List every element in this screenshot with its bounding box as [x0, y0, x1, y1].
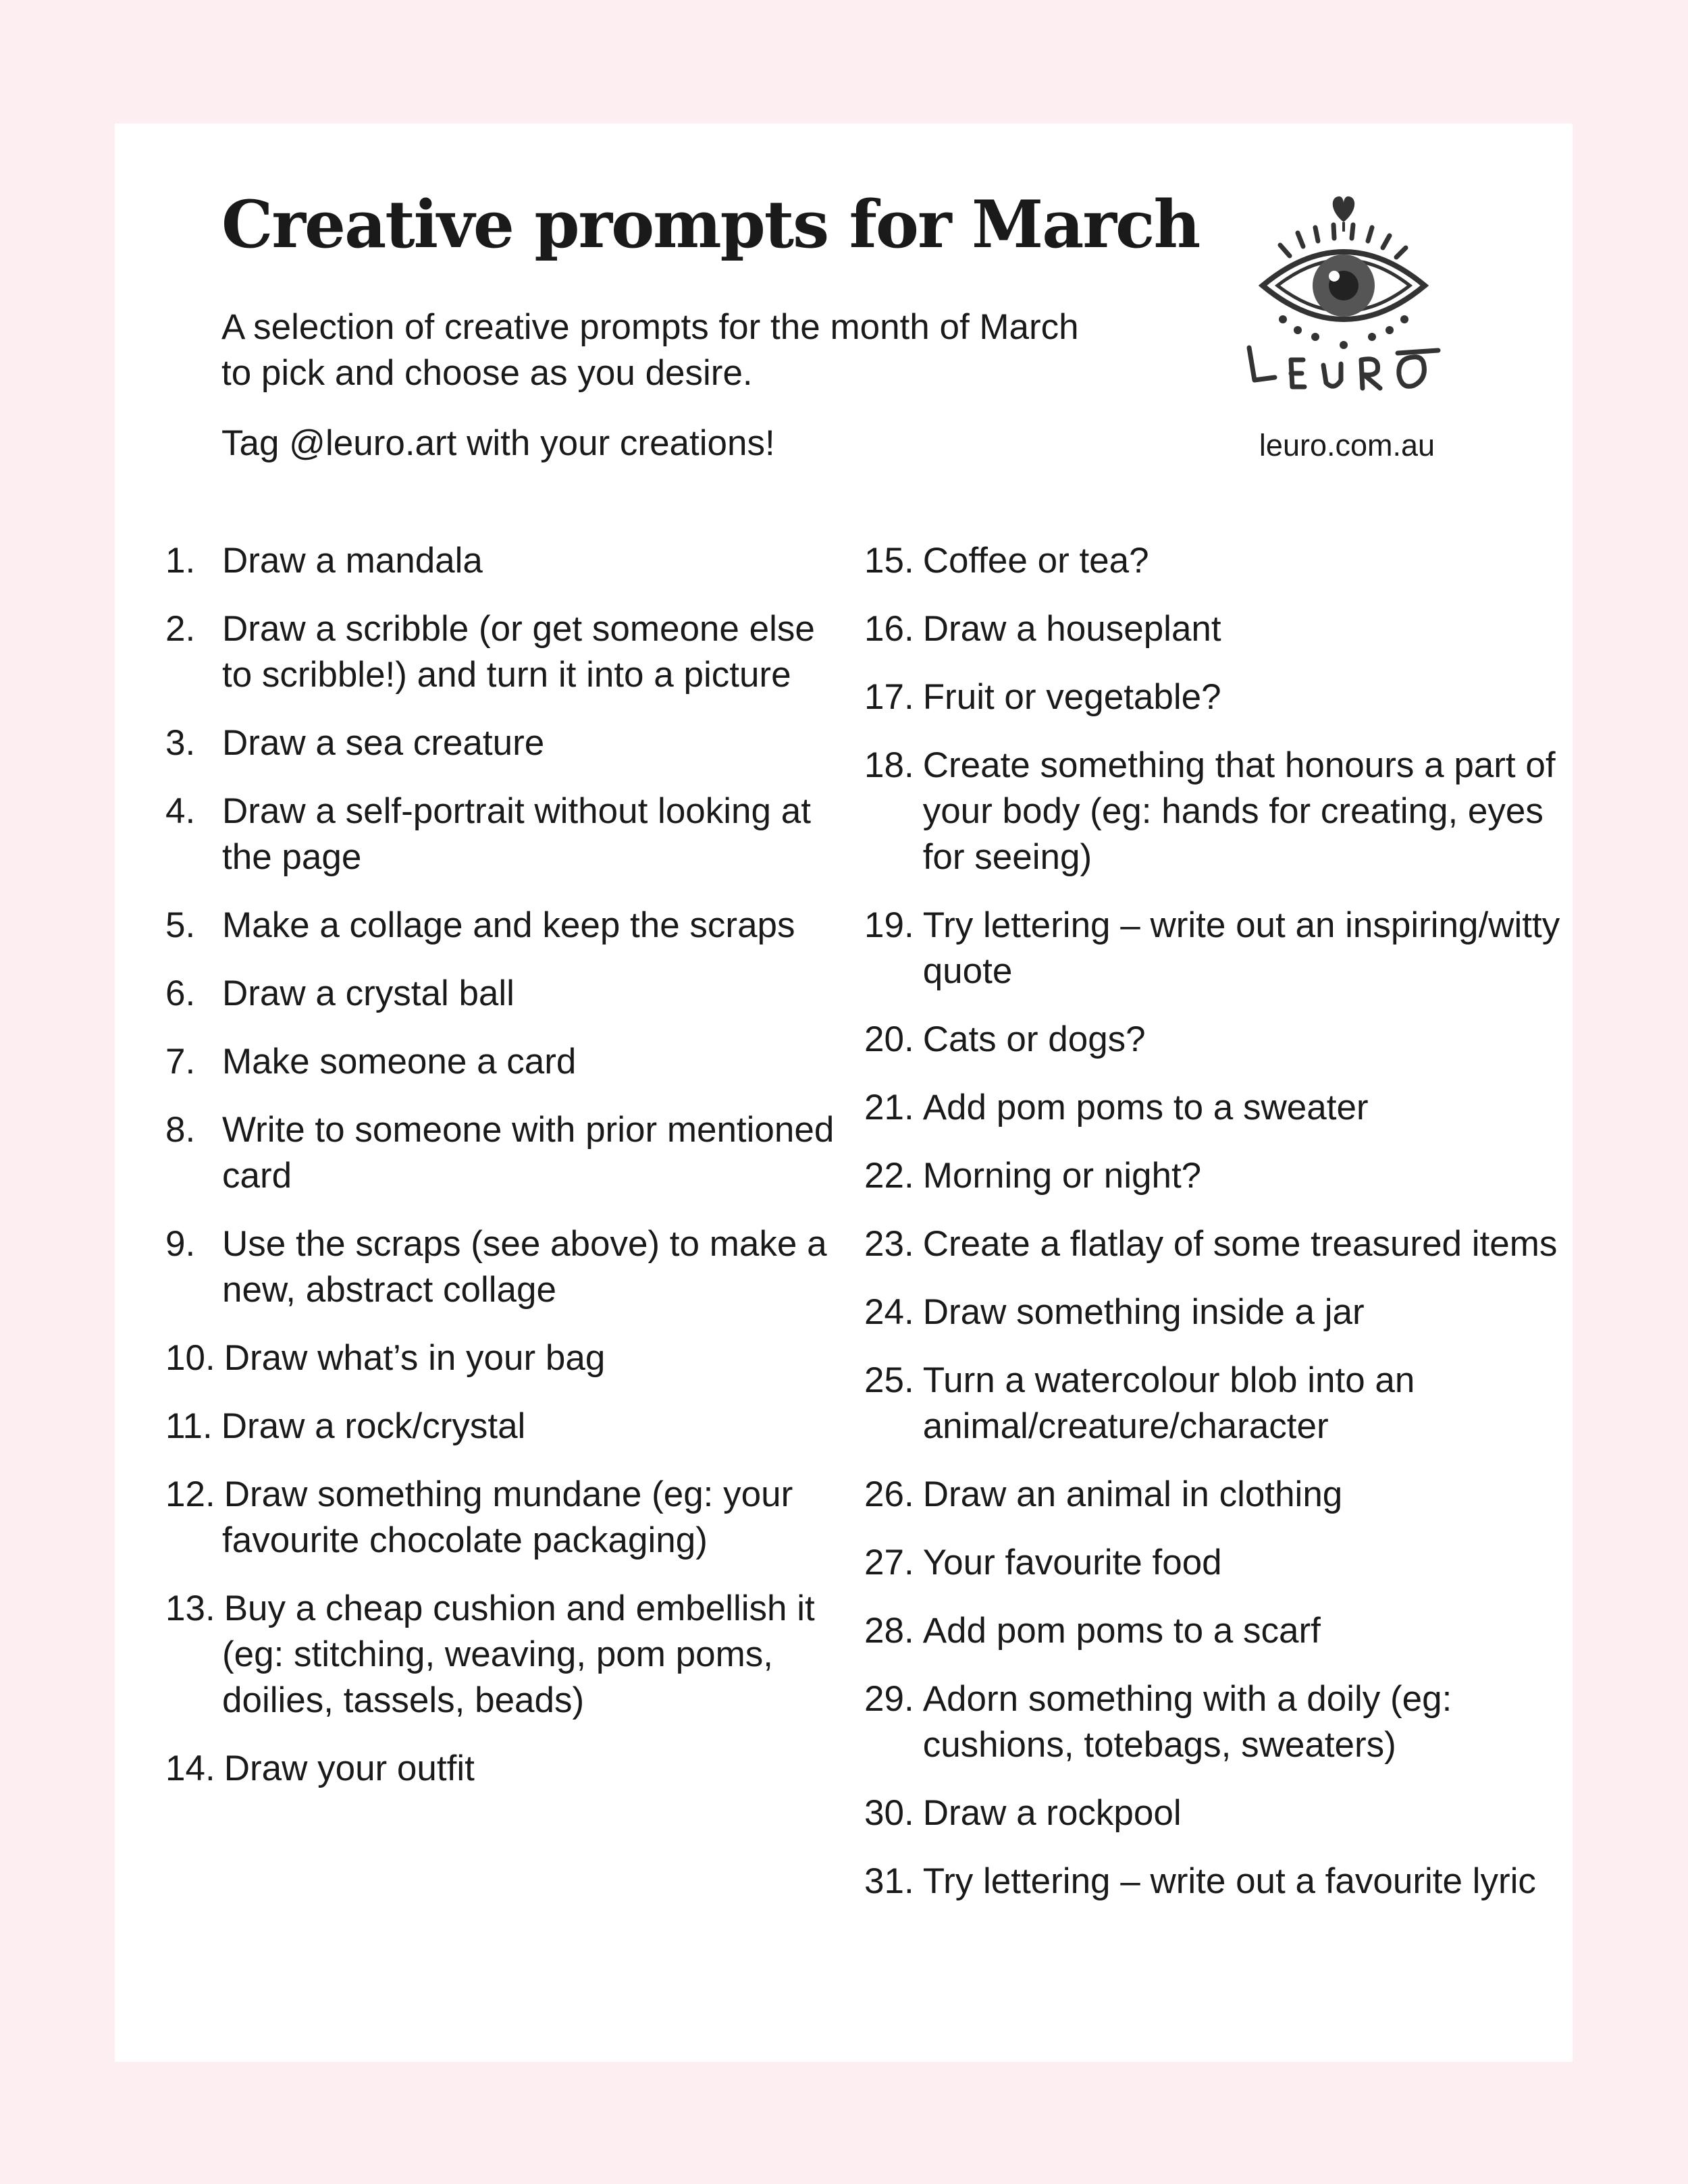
prompt-text: Buy a cheap cushion and embellish it (eg: stitching, weaving, pom poms, doilies, tassels, beads): [222, 1589, 815, 1720]
prompt-number: 22.: [864, 1156, 914, 1196]
prompt-number: 2.: [165, 609, 196, 649]
prompt-text: Use the scraps (see above) to make a new, abstract collage: [222, 1224, 827, 1310]
prompt-item: [165, 971, 841, 1017]
prompt-number: 9.: [165, 1224, 196, 1264]
prompt-text: Draw a rockpool: [922, 1793, 1182, 1833]
prompt-text: Draw something mundane (eg: your favourite chocolate packaging): [222, 1474, 793, 1560]
prompt-item: [165, 720, 841, 766]
prompt-item: [864, 1358, 1566, 1449]
prompt-item: [864, 1608, 1566, 1654]
prompt-item: [864, 1540, 1566, 1586]
prompt-list-left: [165, 538, 841, 1814]
prompt-text: Your favourite food: [922, 1543, 1222, 1582]
prompt-number: 3.: [165, 723, 196, 763]
prompt-text: Draw something inside a jar: [922, 1292, 1365, 1332]
prompt-item: [864, 606, 1566, 652]
prompt-number: 6.: [165, 974, 196, 1013]
prompt-text: Fruit or vegetable?: [922, 677, 1221, 717]
eye-icon: [1236, 191, 1452, 394]
prompt-number: 15.: [864, 541, 914, 581]
prompt-text: Draw a self-portrait without looking at the page: [222, 791, 811, 877]
prompt-text: Draw a scribble (or get someone else to scribble!) and turn it into a picture: [222, 609, 815, 695]
prompt-text: Add pom poms to a scarf: [922, 1611, 1321, 1651]
prompt-text: Try lettering – write out a favourite lyric: [922, 1861, 1536, 1901]
prompt-number: 18.: [864, 745, 914, 785]
prompt-text: Draw your outfit: [223, 1749, 475, 1788]
prompt-number: 29.: [864, 1679, 914, 1719]
website-text: leuro.com.au: [1259, 428, 1435, 462]
prompt-number: 5.: [165, 905, 196, 945]
prompt-text: Coffee or tea?: [922, 541, 1149, 581]
page-title: Creative prompts for March: [221, 186, 1200, 263]
prompt-text: Draw a mandala: [222, 541, 483, 581]
prompt-number: 8.: [165, 1110, 196, 1150]
prompt-text: Adorn something with a doily (eg: cushions, totebags, sweaters): [922, 1679, 1452, 1765]
prompt-number: 17.: [864, 677, 914, 717]
prompt-item: [864, 1017, 1566, 1063]
prompt-item: [864, 1790, 1566, 1836]
prompt-text: Draw what’s in your bag: [223, 1338, 606, 1378]
prompt-text: Make a collage and keep the scraps: [222, 905, 795, 945]
prompt-text: Draw a sea creature: [222, 723, 545, 763]
prompt-number: 16.: [864, 609, 914, 649]
intro-text: A selection of creative prompts for the month of March to pick and choose as you desire.: [221, 307, 1079, 393]
prompt-item: [864, 903, 1566, 994]
prompt-text: Draw a houseplant: [922, 609, 1221, 649]
prompt-text: Draw an animal in clothing: [922, 1474, 1343, 1514]
prompt-item: [864, 743, 1566, 880]
prompt-item: [864, 1676, 1566, 1768]
prompt-text: Morning or night?: [922, 1156, 1202, 1196]
prompt-item: [165, 1335, 841, 1381]
prompt-item: [165, 1039, 841, 1085]
prompt-text: Make someone a card: [222, 1042, 577, 1082]
prompt-item: [165, 903, 841, 949]
prompt-text: Create a flatlay of some treasured items: [922, 1224, 1558, 1264]
prompt-number: 7.: [165, 1042, 196, 1082]
prompt-item: [165, 1746, 841, 1792]
prompt-item: [864, 674, 1566, 720]
prompt-item: [864, 1085, 1566, 1131]
prompt-item: [864, 538, 1566, 584]
prompt-item: [864, 1221, 1566, 1267]
prompt-text: Draw a crystal ball: [222, 974, 515, 1013]
prompt-number: 30.: [864, 1793, 914, 1833]
prompt-text: Create something that honours a part of your body (eg: hands for creating, eyes for seeing): [922, 745, 1556, 877]
prompt-number: 31.: [864, 1861, 914, 1901]
prompt-number: 23.: [864, 1224, 914, 1264]
prompt-number: 1.: [165, 541, 196, 581]
prompt-item: [165, 1107, 841, 1199]
prompt-sheet: [115, 124, 1573, 2062]
prompt-number: 24.: [864, 1292, 914, 1332]
prompt-text: Turn a watercolour blob into an animal/creature/character: [922, 1360, 1415, 1446]
prompt-item: [864, 1153, 1566, 1199]
prompt-number: 12.: [165, 1474, 215, 1514]
prompt-text: Try lettering – write out an inspiring/witty quote: [922, 905, 1560, 991]
prompt-number: 13.: [165, 1589, 215, 1628]
prompt-number: 28.: [864, 1611, 914, 1651]
prompt-text: Write to someone with prior mentioned card: [222, 1110, 835, 1196]
prompt-number: 20.: [864, 1019, 914, 1059]
prompt-item: [165, 1404, 841, 1449]
prompt-item: [864, 1289, 1566, 1335]
prompt-number: 10.: [165, 1338, 215, 1378]
prompt-item: [864, 1472, 1566, 1518]
prompt-text: Draw a rock/crystal: [221, 1406, 526, 1446]
prompt-item: [165, 789, 841, 880]
prompt-number: 14.: [165, 1749, 215, 1788]
prompt-text: Add pom poms to a sweater: [922, 1088, 1369, 1127]
prompt-item: [165, 1472, 841, 1564]
prompt-item: [165, 1586, 841, 1724]
prompt-item: [165, 606, 841, 698]
prompt-number: 26.: [864, 1474, 914, 1514]
prompt-text: Cats or dogs?: [922, 1019, 1146, 1059]
prompt-number: 11.: [165, 1406, 213, 1446]
prompt-number: 4.: [165, 791, 196, 831]
prompt-number: 27.: [864, 1543, 914, 1582]
prompt-item: [864, 1859, 1566, 1905]
prompt-item: [165, 538, 841, 584]
prompt-number: 21.: [864, 1088, 914, 1127]
prompt-item: [165, 1221, 841, 1313]
prompt-number: 25.: [864, 1360, 914, 1400]
tag-text: Tag @leuro.art with your creations!: [221, 423, 775, 463]
prompt-number: 19.: [864, 905, 914, 945]
prompt-list-right: [864, 538, 1566, 1927]
